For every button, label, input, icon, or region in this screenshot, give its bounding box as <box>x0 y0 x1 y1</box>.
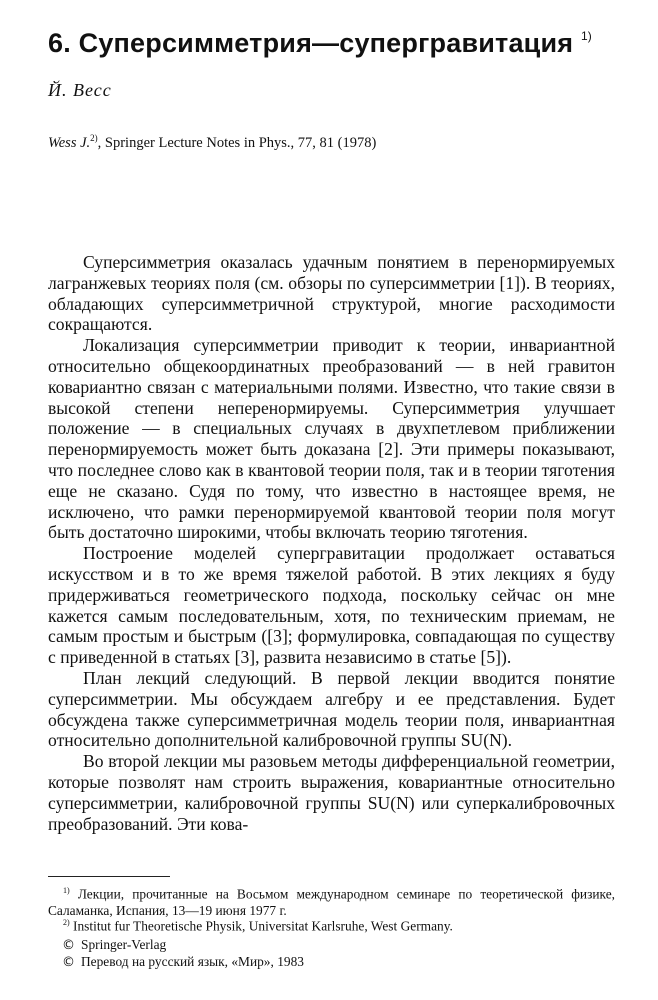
author-name: Й. Весс <box>48 80 112 100</box>
copyright-translation <box>62 954 304 970</box>
footnote-2-text: Institut fur Theoretische Physik, Universitat Karlsruhe, West Germany. <box>73 918 453 934</box>
reference-author-mark: 2) <box>90 133 98 143</box>
title-footnote-mark: 1) <box>580 29 593 43</box>
chapter-title <box>48 28 592 59</box>
footnote-divider <box>48 876 170 877</box>
bibliographic-reference <box>48 133 376 152</box>
reference-author: Wess J. <box>48 134 91 151</box>
copyright-publisher-text: Springer-Verlag <box>81 937 167 952</box>
footnote-2-mark: 2) <box>63 918 70 927</box>
chapter-title-text: 6. Суперсимметрия—супергравитация <box>48 28 574 58</box>
paragraph-1: Суперсимметрия оказалась удачным понятием в перенормируемых лагранжевых теориях поля (см. обзоры по суперсимметрии [1]). В теориях, обладающих суперсимметричной структурой, многие расходимости сокращаются. <box>48 252 615 335</box>
copyright-translation-text: Перевод на русский язык, «Мир», 1983 <box>81 954 304 969</box>
copyright-icon: © <box>62 938 75 953</box>
paragraph-5: Во второй лекции мы разовьем методы дифференциальной геометрии, которые позволят нам строить выражения, ковариантные относительно суперсимметрии, калибровочной группы SU(N) или суперкалибровочных преобразований. Эти кова- <box>48 751 615 834</box>
paragraph-3: Построение моделей супергравитации продолжает оставаться искусством и в то же время тяжелой работой. В этих лекциях я буду придерживаться геометрического подхода, поскольку сейчас он мне кажется самым последовательным, хотя, по техническим приемам, не самым простым и быстрым ([3]; формулировка, совпадающая по существу с приведенной в статьях [3], развита независимо в статье [5]). <box>48 543 615 668</box>
footnote-2 <box>48 914 615 934</box>
copyright-icon: © <box>62 955 75 970</box>
copyright-publisher <box>62 937 166 953</box>
paragraph-4: План лекций следующий. В первой лекции вводится понятие суперсимметрии. Мы обсуждаем алгебру и ее представления. Будет обсуждена также суперсимметричная модель теории поля, инвариантная относительно дополнительной калибровочной группы SU(N). <box>48 667 615 751</box>
paragraph-2: Локализация суперсимметрии приводит к теории, инвариантной относительно общекоординатных преобразований — в ней гравитон ковариантно связан с материальными полями. Известно, что такие связи в высокой степени неперенормируемы. Суперсимметрия улучшает положение — в специальных случаях в двухпетлевом приближении перенормируемость может быть доказана [2]. Эти примеры показывают, что последнее слово как в квантовой теории поля, так и в теории тяготения еще не сказано. Судя по тому, что известно в настоящее время, не исключено, что рамки перенормируемой квантовой теории поля могут быть достаточно широкими, чтобы включать теорию тяготения. <box>48 335 615 543</box>
footnote-1-text: Лекции, прочитанные на Восьмом международном семинаре по теоретической физике, Саламанка, Испания, 13—19 июня 1977 г. <box>48 886 615 919</box>
body-text <box>48 252 615 834</box>
footnote-1-mark: 1) <box>63 886 70 895</box>
reference-source: , Springer Lecture Notes in Phys., 77, 81 (1978) <box>97 134 377 151</box>
